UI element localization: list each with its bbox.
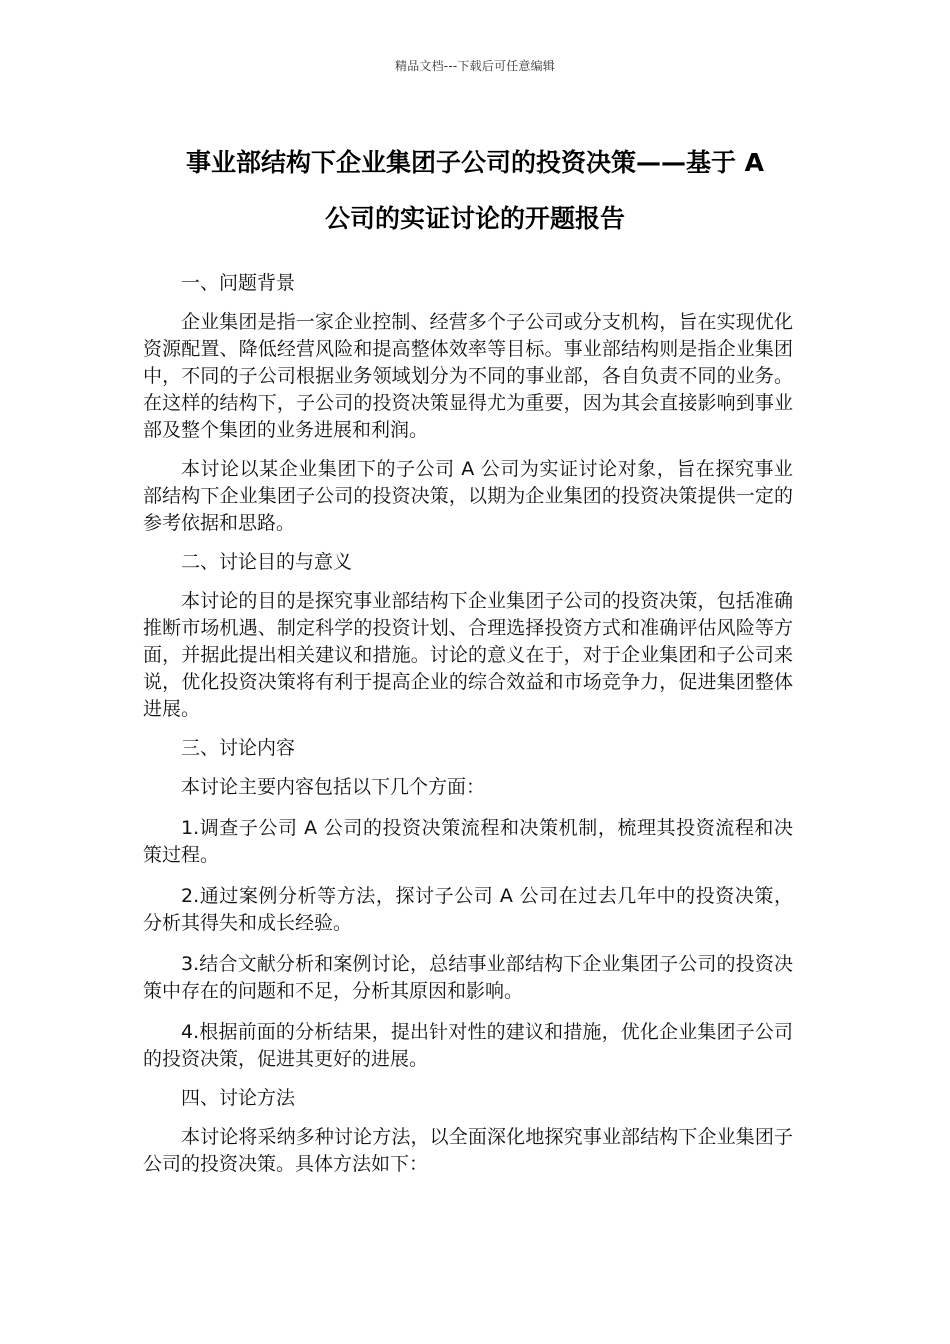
document-title [120, 135, 830, 247]
list-item: 3.结合文献分析和案例讨论，总结事业部结构下企业集团子公司的投资决策中存在的问题和不足，分析其原因和影响。 [143, 953, 793, 1002]
header-note: 精品文档---下载后可任意编辑 [395, 59, 555, 73]
title-line-1: 事业部结构下企业集团子公司的投资决策——基于 A [185, 148, 765, 177]
section-heading-method: 四、讨论方法 [181, 1087, 296, 1109]
paragraph: 企业集团是指一家企业控制、经营多个子公司或分支机构，旨在实现优化资源配置、降低经营风险和提高整体效率等目标。事业部结构则是指企业集团中，不同的子公司根据业务领域划分为不同的事业部，各自负责不同的业务。在这样的结构下，子公司的投资决策显得尤为重要，因为其会直接影响到事业部及整个集团的业务进展和利润。 [143, 311, 793, 441]
section-heading-background: 一、问题背景 [181, 272, 296, 294]
paragraph: 本讨论将采纳多种讨论方法，以全面深化地探究事业部结构下企业集团子公司的投资决策。具体方法如下： [143, 1126, 793, 1175]
section-heading-purpose: 二、讨论目的与意义 [181, 551, 353, 573]
paragraph: 本讨论主要内容包括以下几个方面： [181, 776, 486, 798]
list-item: 2.通过案例分析等方法，探讨子公司 A 公司在过去几年中的投资决策，分析其得失和成长经验。 [143, 885, 793, 934]
list-item: 1.调查子公司 A 公司的投资决策流程和决策机制，梳理其投资流程和决策过程。 [143, 817, 793, 866]
title-line-2: 公司的实证讨论的开题报告 [324, 204, 625, 233]
paragraph: 本讨论的目的是探究事业部结构下企业集团子公司的投资决策，包括准确推断市场机遇、制定科学的投资计划、合理选择投资方式和准确评估风险等方面，并据此提出相关建议和措施。讨论的意义在于，对于企业集团和子公司来说，优化投资决策将有利于提高企业的综合效益和市场竞争力，促进集团整体进展。 [143, 590, 793, 720]
document-body [143, 270, 793, 1178]
section-heading-content: 三、讨论内容 [181, 737, 296, 759]
list-item: 4.根据前面的分析结果，提出针对性的建议和措施，优化企业集团子公司的投资决策，促进其更好的进展。 [143, 1021, 793, 1070]
paragraph: 本讨论以某企业集团下的子公司 A 公司为实证讨论对象，旨在探究事业部结构下企业集团子公司的投资决策，以期为企业集团的投资决策提供一定的参考依据和思路。 [143, 458, 793, 534]
